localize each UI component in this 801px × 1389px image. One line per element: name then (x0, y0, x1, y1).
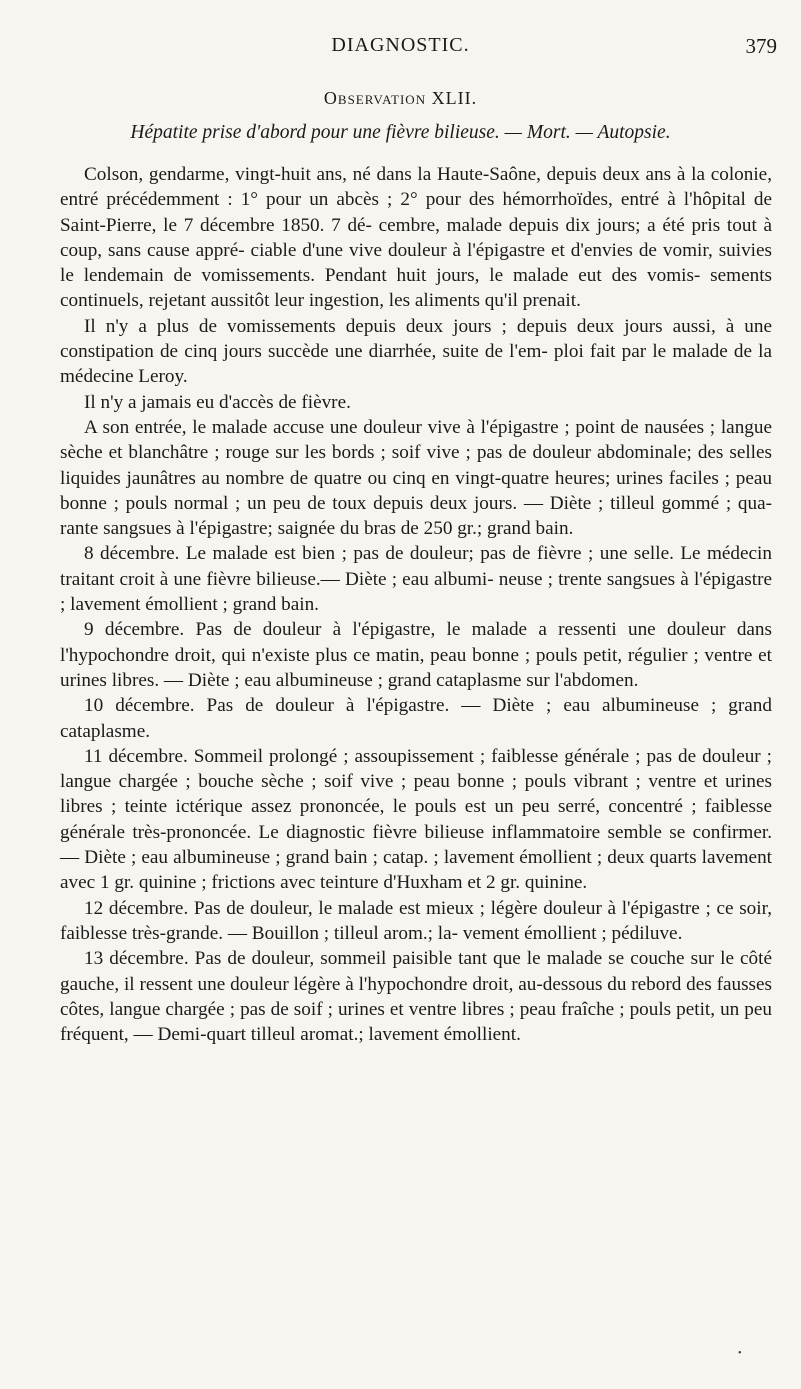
paragraph-dec-10: 10 décembre. Pas de douleur à l'épigastre. — Diète ; eau albumineuse ; grand cataplasme. (60, 695, 772, 742)
print-speck: • (738, 1348, 742, 1359)
paragraph-no-vomiting: Il n'y a plus de vomissements depuis deux jours ; depuis deux jours aussi, à une constipation de cinq jours succède une diarrhée, suite de l'em- ploi fait par le malade de la médecine Leroy. (60, 315, 772, 388)
paragraph-dec-9: 9 décembre. Pas de douleur à l'épigastre, le malade a ressenti une douleur dans l'hypochondre droit, qui n'existe plus ce matin, peau bonne ; pouls petit, régulier ; ventre et urines libres. — Diète ; eau albumineuse ; grand cataplasme sur l'abdomen. (60, 619, 772, 691)
paragraph-dec-8: 8 décembre. Le malade est bien ; pas de douleur; pas de fièvre ; une selle. Le médecin traitant croit à une fièvre bilieuse.— Diète ; eau albumi- neuse ; trente sangsues à l'épigastre ; lavement émollient ; grand bain. (60, 543, 772, 616)
observation-title: Observation XLII. (323, 88, 478, 108)
running-head (0, 32, 801, 62)
paragraph-dec-11: 11 décembre. Sommeil prolongé ; assoupissement ; faiblesse générale ; pas de douleur ; langue chargée ; bouche sèche ; soif vive ; peau bonne ; pouls vibrant ; ventre et urines libres ; teinte ictérique assez prononcée, le pouls est un peu serré, concentré ; faiblesse générale très-prononcée. Le diagnostic fièvre bilieuse inflammatoire semble se confirmer. — Diète ; eau albumineuse ; grand bain ; catap. ; lavement émollient ; deux quarts lavement avec 1 gr. quinine ; frictions avec teinture d'Huxham et 2 gr. quinine. (60, 745, 772, 894)
paragraph-admission: Colson, gendarme, vingt-huit ans, né dans la Haute-Saône, depuis deux ans à la colonie, entré précédemment : 1° pour un abcès ; 2° pour des hémorrhoïdes, entré à l'hôpital de Saint-Pierre, le 7 décembre 1850. 7 dé- cembre, malade depuis dix jours; a été pris tout à coup, sans cause appré- ciable d'une vive douleur à l'épigastre et d'envies de vomir, suivies le lendemain de vomissements. Pendant huit jours, le malade eut des vomis- sements continuels, rejetant aussitôt leur ingestion, les aliments qu'il prenait. (60, 164, 772, 312)
running-title: DIAGNOSTIC. (331, 34, 470, 56)
paragraph-dec-12: 12 décembre. Pas de douleur, le malade est mieux ; légère douleur à l'épigastre ; ce soir, faiblesse très-grande. — Bouillon ; tilleul arom.; la- vement émollient ; pédiluve. (60, 897, 772, 944)
paragraph-entry-exam: A son entrée, le malade accuse une douleur vive à l'épigastre ; point de nausées ; langue sèche et blanchâtre ; rouge sur les bords ; soif vive ; pas de douleur abdominale; des selles liquides jaunâtres au nombre de quatre ou cinq en vingt-quatre heures; urines faciles ; peau bonne ; pouls normal ; un peu de toux depuis deux jours. — Diète ; tilleul gommé ; qua- rante sangsues à l'épigastre; saignée du bras de 250 gr.; grand bain. (60, 416, 772, 540)
observation-body (60, 162, 772, 1047)
paragraph-dec-13: 13 décembre. Pas de douleur, sommeil paisible tant que le malade se couche sur le côté gauche, il ressent une douleur légère à l'hypochondre droit, au-dessous du rebord des fausses côtes, langue chargée ; pas de soif ; urines et ventre libres ; peau fraîche ; pouls petit, un peu fréquent, — Demi-quart tilleul aromat.; lavement émollient. (60, 948, 772, 1046)
observation-subtitle: Hépatite prise d'abord pour une fièvre bilieuse. — Mort. — Autopsie. (130, 122, 671, 143)
page-number: 379 (745, 34, 777, 58)
paragraph-no-fever: Il n'y a jamais eu d'accès de fièvre. (84, 391, 351, 413)
